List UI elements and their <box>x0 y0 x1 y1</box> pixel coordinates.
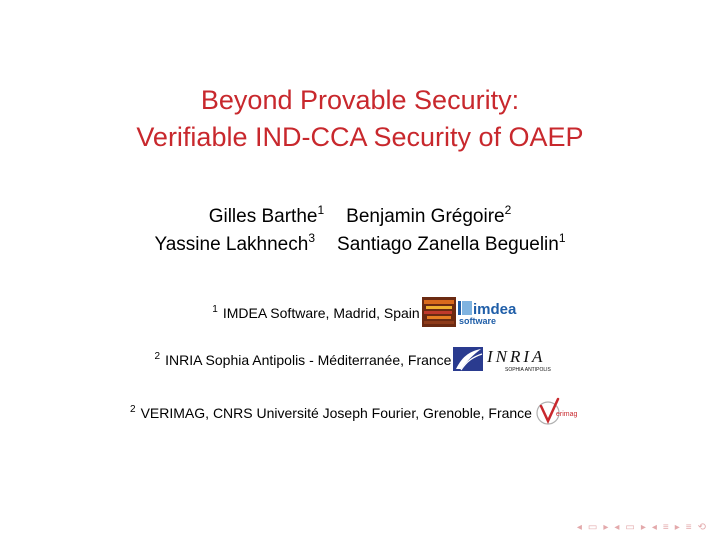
nav-next-frame-icon[interactable]: ▸ <box>603 522 609 533</box>
affiliation-inria: $^2$ INRIA Sophia Antipolis - Méditerranée, France INRIA SOPHIA ANTIPOLIS <box>0 345 720 378</box>
nav-next-subsection-icon[interactable]: ▸ <box>640 522 646 533</box>
inria-logo <box>453 345 565 378</box>
affiliation-verimag: $^2$ VERIMAG, CNRS Université Joseph Fourier, Grenoble, France erimag <box>0 397 720 432</box>
authors-row-2 <box>0 230 720 257</box>
nav-prev-section-icon[interactable]: ◂ <box>651 522 657 533</box>
affiliation-imdea-text: IMDEA Software, Madrid, Spain <box>222 305 420 322</box>
nav-frame-icon[interactable]: ▭ <box>587 522 598 533</box>
svg-text:software: software <box>458 316 496 326</box>
svg-text:imdea: imdea <box>472 301 517 318</box>
affiliation-imdea: $^1$ IMDEA Software, Madrid, Spain imdea software <box>0 297 720 332</box>
imdea-software-logo <box>422 297 517 332</box>
title-line-1: Beyond Provable Security: <box>200 85 520 115</box>
nav-next-section-icon[interactable]: ▸ <box>674 522 680 533</box>
nav-align-icon[interactable]: ≡ <box>685 522 692 533</box>
author-gregoire: Benjamin Grégoire$^2$ <box>346 202 512 227</box>
authors-row-1 <box>0 202 720 229</box>
affiliation-inria-text: INRIA Sophia Antipolis - Méditerranée, France <box>165 352 452 369</box>
nav-prev-frame-icon[interactable]: ◂ <box>576 522 582 533</box>
author-lakhnech: Yassine Lakhnech$^3$ <box>154 230 316 255</box>
author-zanella-beguelin: Santiago Zanella Beguelin$^1$ <box>337 230 566 255</box>
affiliation-verimag-text: VERIMAG, CNRS Université Joseph Fourier, Grenoble, France <box>140 405 532 422</box>
nav-prev-subsection-icon[interactable]: ◂ <box>614 522 620 533</box>
beamer-navigation <box>577 522 706 533</box>
svg-text:SOPHIA ANTIPOLIS: SOPHIA ANTIPOLIS <box>505 367 552 373</box>
nav-subsection-icon[interactable]: ▭ <box>625 522 635 533</box>
nav-section-icon[interactable]: ≡ <box>662 522 669 533</box>
verimag-logo <box>534 397 590 432</box>
title-line-2: Verifiable IND-CCA Security of OAEP <box>136 122 584 152</box>
nav-search-icon[interactable]: ⟲ <box>697 522 706 533</box>
svg-text:INRIA: INRIA <box>487 347 546 366</box>
svg-text:erimag: erimag <box>555 411 578 418</box>
author-barthe: Gilles Barthe$^1$ <box>208 202 325 227</box>
